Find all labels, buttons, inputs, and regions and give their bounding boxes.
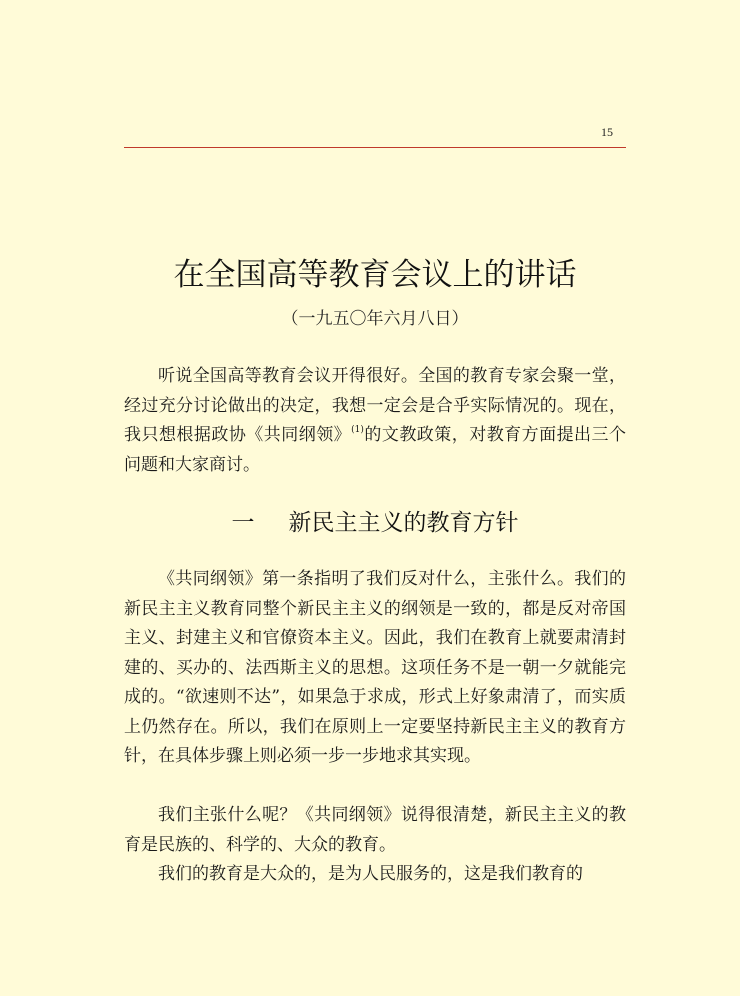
- intro-paragraph: [124, 362, 626, 480]
- body-paragraph: 我们的教育是大众的，是为人民服务的，这是我们教育的: [158, 864, 583, 884]
- section-title: 新民主主义的教育方针: [288, 510, 519, 536]
- body-paragraph: 《共同纲领》第一条指明了我们反对什么，主张什么。我们的新民主主义教育同整个新民主主义的纲领是一致的，都是反对帝国主义、封建主义和官僚资本主义。因此，我们在教育上就要肃清封建的、买办的、法西斯主义的思想。这项任务不是一朝一夕就能完成的。“欲速则不达”，如果急于求成，形式上好象肃清了，而实质上仍然存在。所以，我们在原则上一定要坚持新民主主义的教育方针，在具体步骤上则必须一步一步地求其实现。: [124, 569, 626, 766]
- footnote-marker: (1): [351, 425, 364, 435]
- header-rule: [124, 147, 626, 148]
- section-number: 一: [231, 510, 255, 536]
- body-paragraph: 我们主张什么呢？《共同纲领》说得很清楚，新民主主义的教育是民族的、科学的、大众的教育。: [124, 805, 626, 855]
- page-number: 15: [601, 125, 613, 139]
- intro-text-after-note: 的文教政策，对教育方面提出三个问题和大家商讨。: [124, 425, 627, 475]
- article-title: 在全国高等教育会议上的讲话: [173, 257, 577, 293]
- section-heading: [124, 506, 626, 540]
- article-date: （一九五〇年六月八日）: [281, 309, 469, 329]
- intro-text-before-note: 听说全国高等教育会议开得很好。全国的教育专家会聚一堂，经过充分讨论做出的决定，我想一定会是合乎实际情况的。现在，我只想根据政协《共同纲领》: [124, 366, 626, 445]
